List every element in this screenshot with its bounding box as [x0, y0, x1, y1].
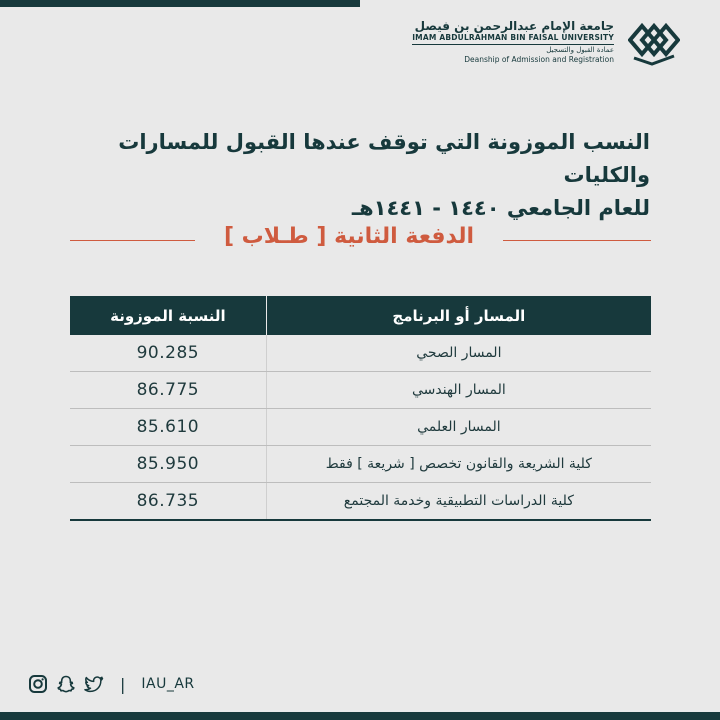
table-header-row: [70, 296, 651, 335]
bottom-accent-bar: [0, 712, 720, 720]
title-line-2: للعام الجامعي ١٤٤٠ - ١٤٤١هـ: [351, 196, 650, 220]
table-row: [70, 409, 651, 446]
batch-divider-left: [70, 240, 195, 241]
table-row: [70, 372, 651, 409]
social-footer: [28, 674, 195, 694]
top-accent-bar: [0, 0, 360, 7]
batch-heading: [70, 222, 651, 258]
batch-label: الدفعة الثانية [ طـلاب ]: [223, 224, 475, 249]
program-cell: المسار العلمي: [266, 409, 651, 446]
university-emblem-icon: [628, 18, 680, 66]
logo-divider: [412, 44, 614, 45]
snapchat-icon[interactable]: [56, 674, 76, 694]
twitter-icon[interactable]: [84, 674, 104, 694]
scores-table: [70, 296, 651, 521]
score-cell: 86.735: [70, 483, 266, 521]
page-title: [40, 126, 650, 225]
program-cell: كلية الشريعة والقانون تخصص [ شريعة ] فقط: [266, 446, 651, 483]
title-line-1: النسب الموزونة التي توقف عندها القبول للمسارات والكليات: [118, 130, 650, 187]
deanship-name-en: Deanship of Admission and Registration: [464, 55, 614, 64]
footer-separator: |: [120, 674, 126, 694]
score-cell: 85.610: [70, 409, 266, 446]
program-cell: كلية الدراسات التطبيقية وخدمة المجتمع: [266, 483, 651, 521]
program-cell: المسار الهندسي: [266, 372, 651, 409]
table-row: [70, 446, 651, 483]
header-score: النسبة الموزونة: [70, 296, 266, 335]
social-handle[interactable]: IAU_AR: [141, 676, 195, 692]
table-row: [70, 335, 651, 372]
university-logo: [412, 18, 680, 66]
deanship-name-ar: عمادة القبول والتسجيل: [546, 46, 614, 54]
batch-divider-right: [503, 240, 651, 241]
instagram-icon[interactable]: [28, 674, 48, 694]
score-cell: 85.950: [70, 446, 266, 483]
logo-text-block: [412, 19, 614, 65]
header-program: المسار أو البرنامج: [266, 296, 651, 335]
score-cell: 90.285: [70, 335, 266, 372]
university-name-ar: جامعة الإمام عبدالرحمن بن فيصل: [414, 19, 614, 33]
university-name-en: IMAM ABDULRAHMAN BIN FAISAL UNIVERSITY: [412, 33, 614, 42]
program-cell: المسار الصحي: [266, 335, 651, 372]
table-row: [70, 483, 651, 521]
score-cell: 86.775: [70, 372, 266, 409]
